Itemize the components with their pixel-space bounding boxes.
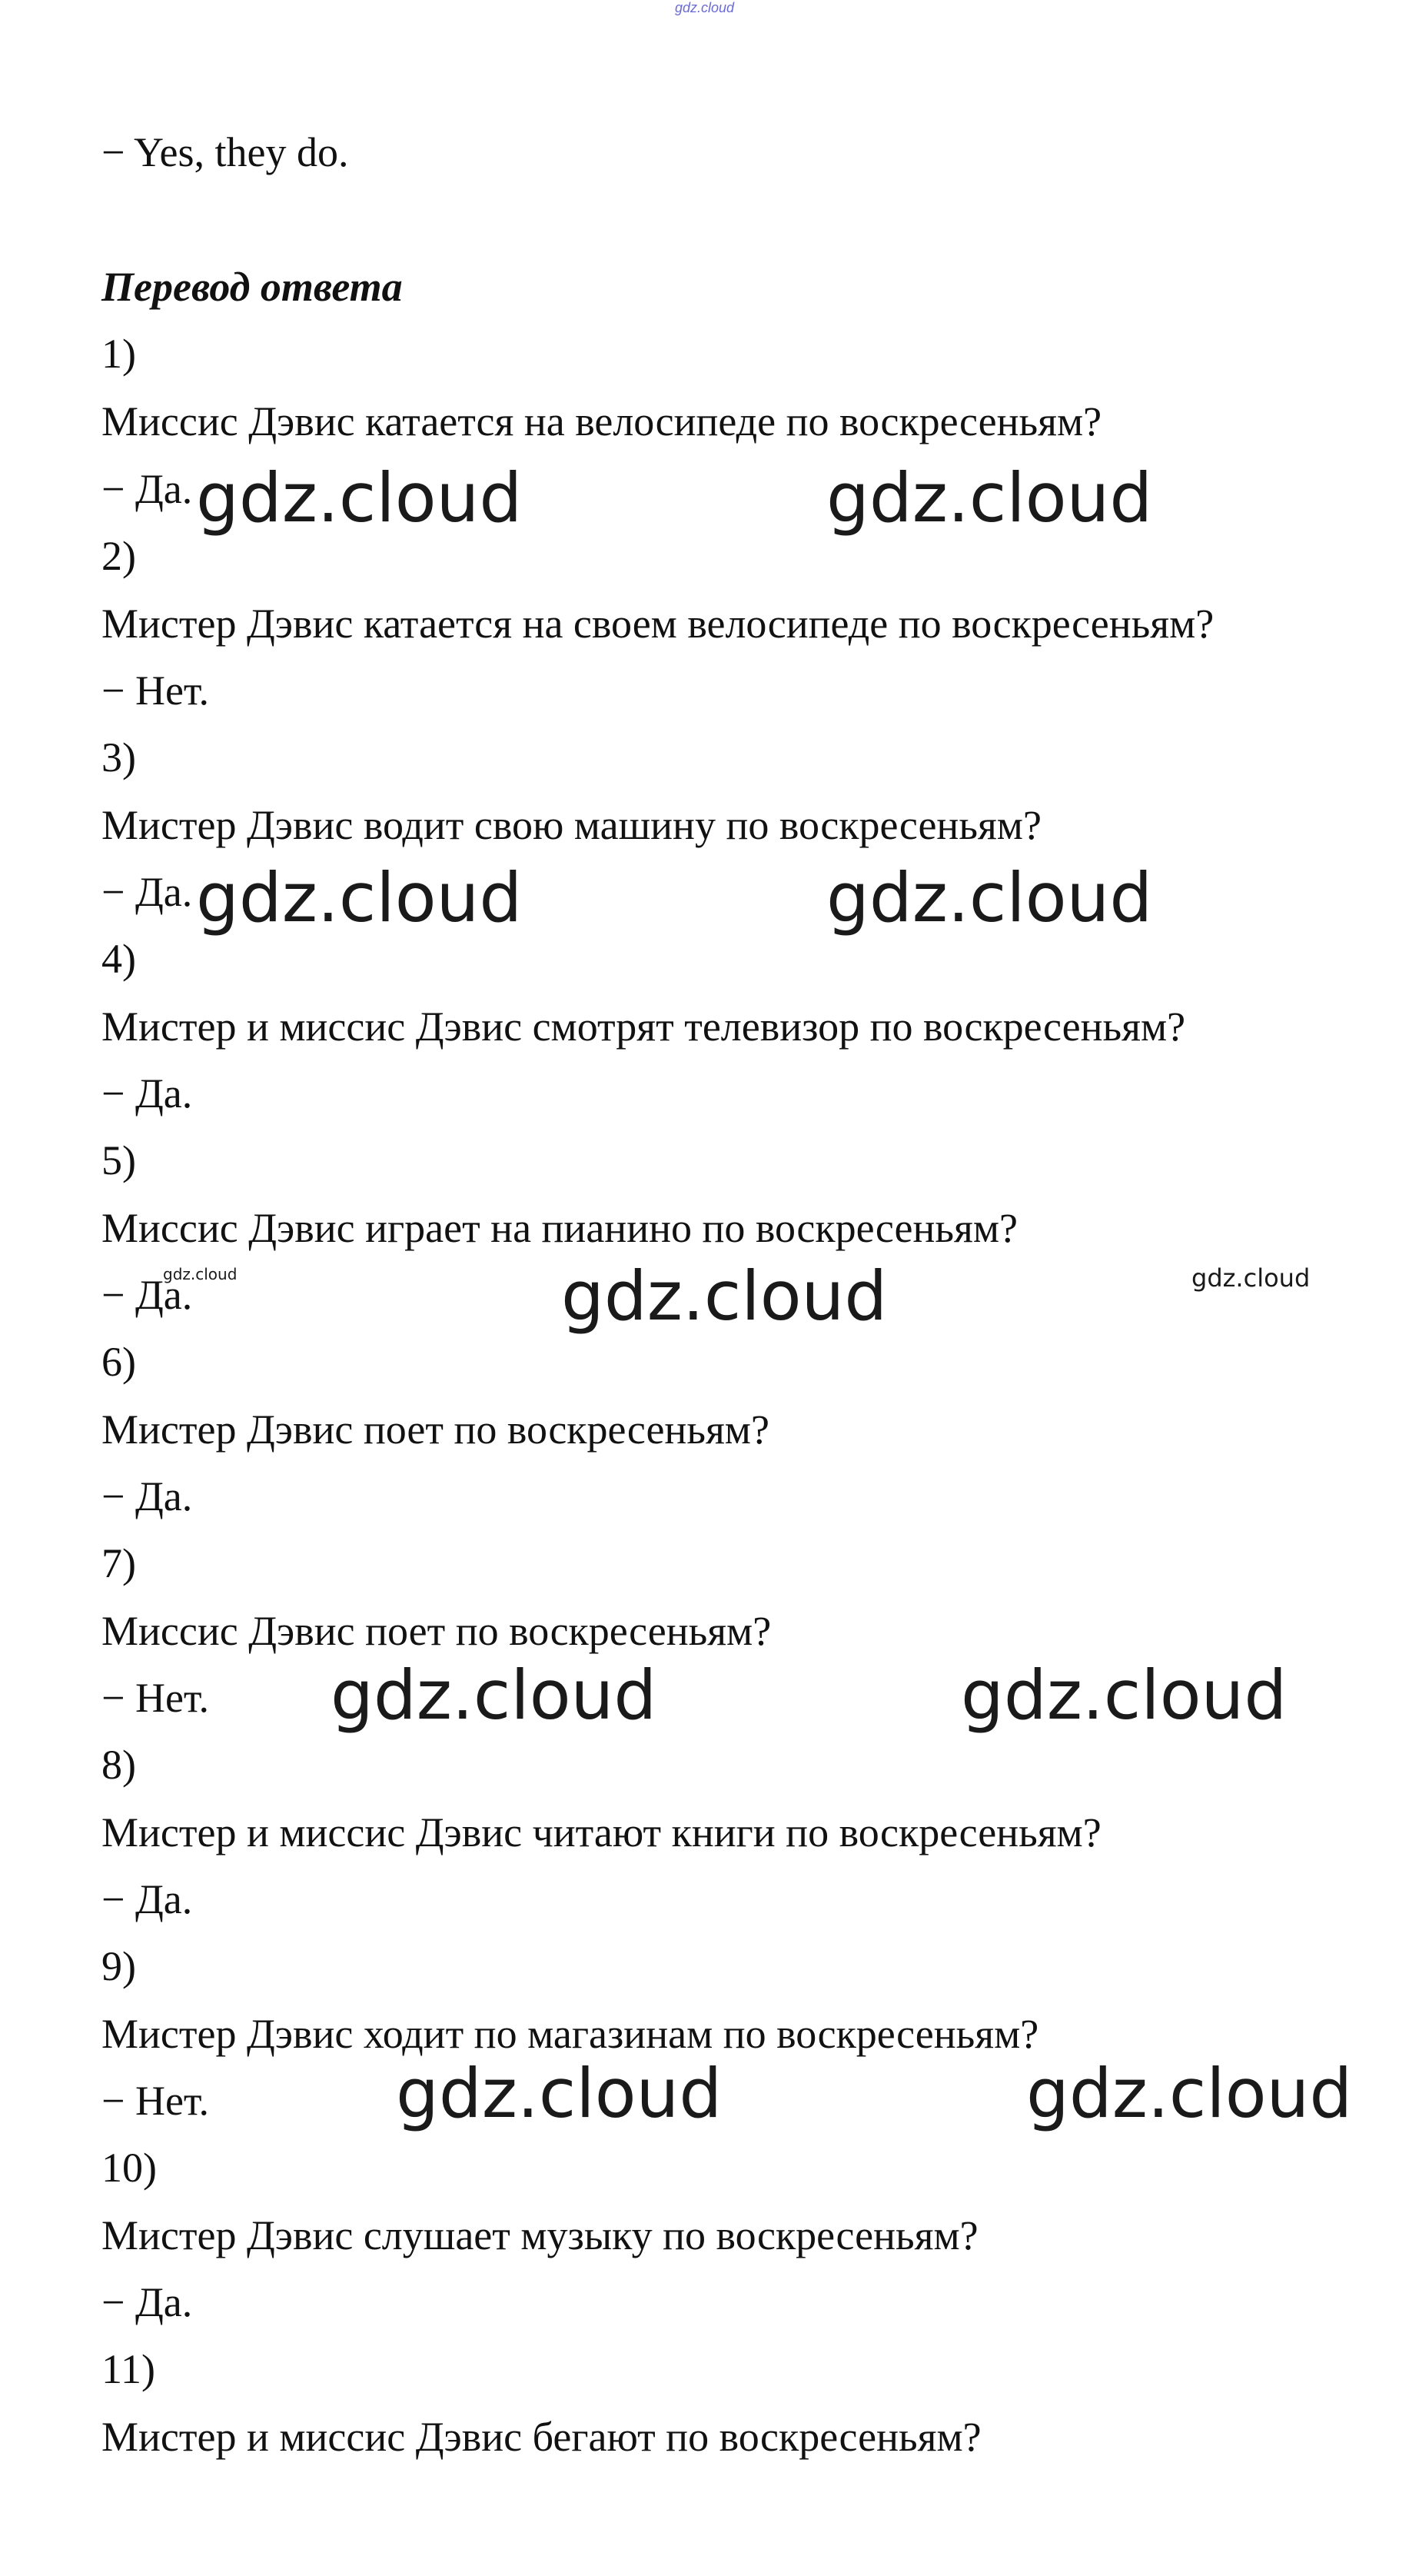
watermark: gdz.cloud: [196, 858, 523, 937]
item-question: Мистер Дэвис водит свою машину по воскресеньям?: [101, 802, 1042, 848]
item-question: Мистер и миссис Дэвис бегают по воскресеньям?: [101, 2414, 982, 2460]
item-answer: − Да.: [101, 1876, 193, 1922]
item-answer: − Да.: [101, 1473, 193, 1519]
item-number: 11): [101, 2346, 155, 2392]
item-answer: − Нет.: [101, 2078, 209, 2124]
item-answer: − Нет.: [101, 1675, 209, 1721]
item-number: 1): [101, 331, 136, 377]
item-number: 6): [101, 1339, 136, 1385]
item-number: 8): [101, 1742, 136, 1788]
item-answer: − Нет.: [101, 667, 209, 714]
item-question: Мистер Дэвис слушает музыку по воскресеньям?: [101, 2212, 979, 2258]
item-number: 9): [101, 1943, 136, 1989]
translation-heading: Перевод ответа: [101, 264, 403, 310]
watermark: gdz.cloud: [961, 1656, 1288, 1735]
item-number: 2): [101, 533, 136, 579]
watermark: gdz.cloud: [196, 458, 523, 537]
item-answer: − Да.: [101, 466, 193, 512]
item-question: Мистер и миссис Дэвис смотрят телевизор по воскресеньям?: [101, 1003, 1186, 1050]
watermark: gdz.cloud: [826, 458, 1153, 537]
watermark: gdz.cloud: [331, 1656, 657, 1735]
watermark: gdz.cloud: [1191, 1263, 1311, 1293]
watermark: gdz.cloud: [163, 1265, 238, 1283]
watermark: gdz.cloud: [396, 2054, 723, 2133]
watermark: gdz.cloud: [826, 858, 1153, 937]
item-question: Миссис Дэвис катается на велосипеде по воскресеньям?: [101, 398, 1102, 444]
watermark: gdz.cloud: [561, 1256, 888, 1336]
watermark: gdz.cloud: [1026, 2054, 1353, 2133]
item-answer: − Да.: [101, 869, 193, 915]
item-question: Мистер Дэвис поет по воскресеньям?: [101, 1406, 769, 1453]
item-question: Мистер Дэвис катается на своем велосипеде по воскресеньям?: [101, 601, 1215, 647]
item-answer: − Да.: [101, 1070, 193, 1117]
item-number: 5): [101, 1137, 136, 1183]
item-question: Миссис Дэвис поет по воскресеньям?: [101, 1608, 772, 1654]
item-question: Мистер Дэвис ходит по магазинам по воскресеньям?: [101, 2011, 1039, 2057]
header-watermark: gdz.cloud: [674, 0, 735, 15]
answer-line: − Yes, they do.: [101, 129, 349, 175]
item-number: 10): [101, 2145, 157, 2191]
item-number: 7): [101, 1540, 136, 1586]
item-question: Миссис Дэвис играет на пианино по воскресеньям?: [101, 1205, 1018, 1251]
item-answer: − Да.: [101, 1272, 193, 1318]
item-question: Мистер и миссис Дэвис читают книги по воскресеньям?: [101, 1809, 1102, 1855]
item-answer: − Да.: [101, 2279, 193, 2325]
item-number: 4): [101, 936, 136, 982]
item-number: 3): [101, 734, 136, 780]
